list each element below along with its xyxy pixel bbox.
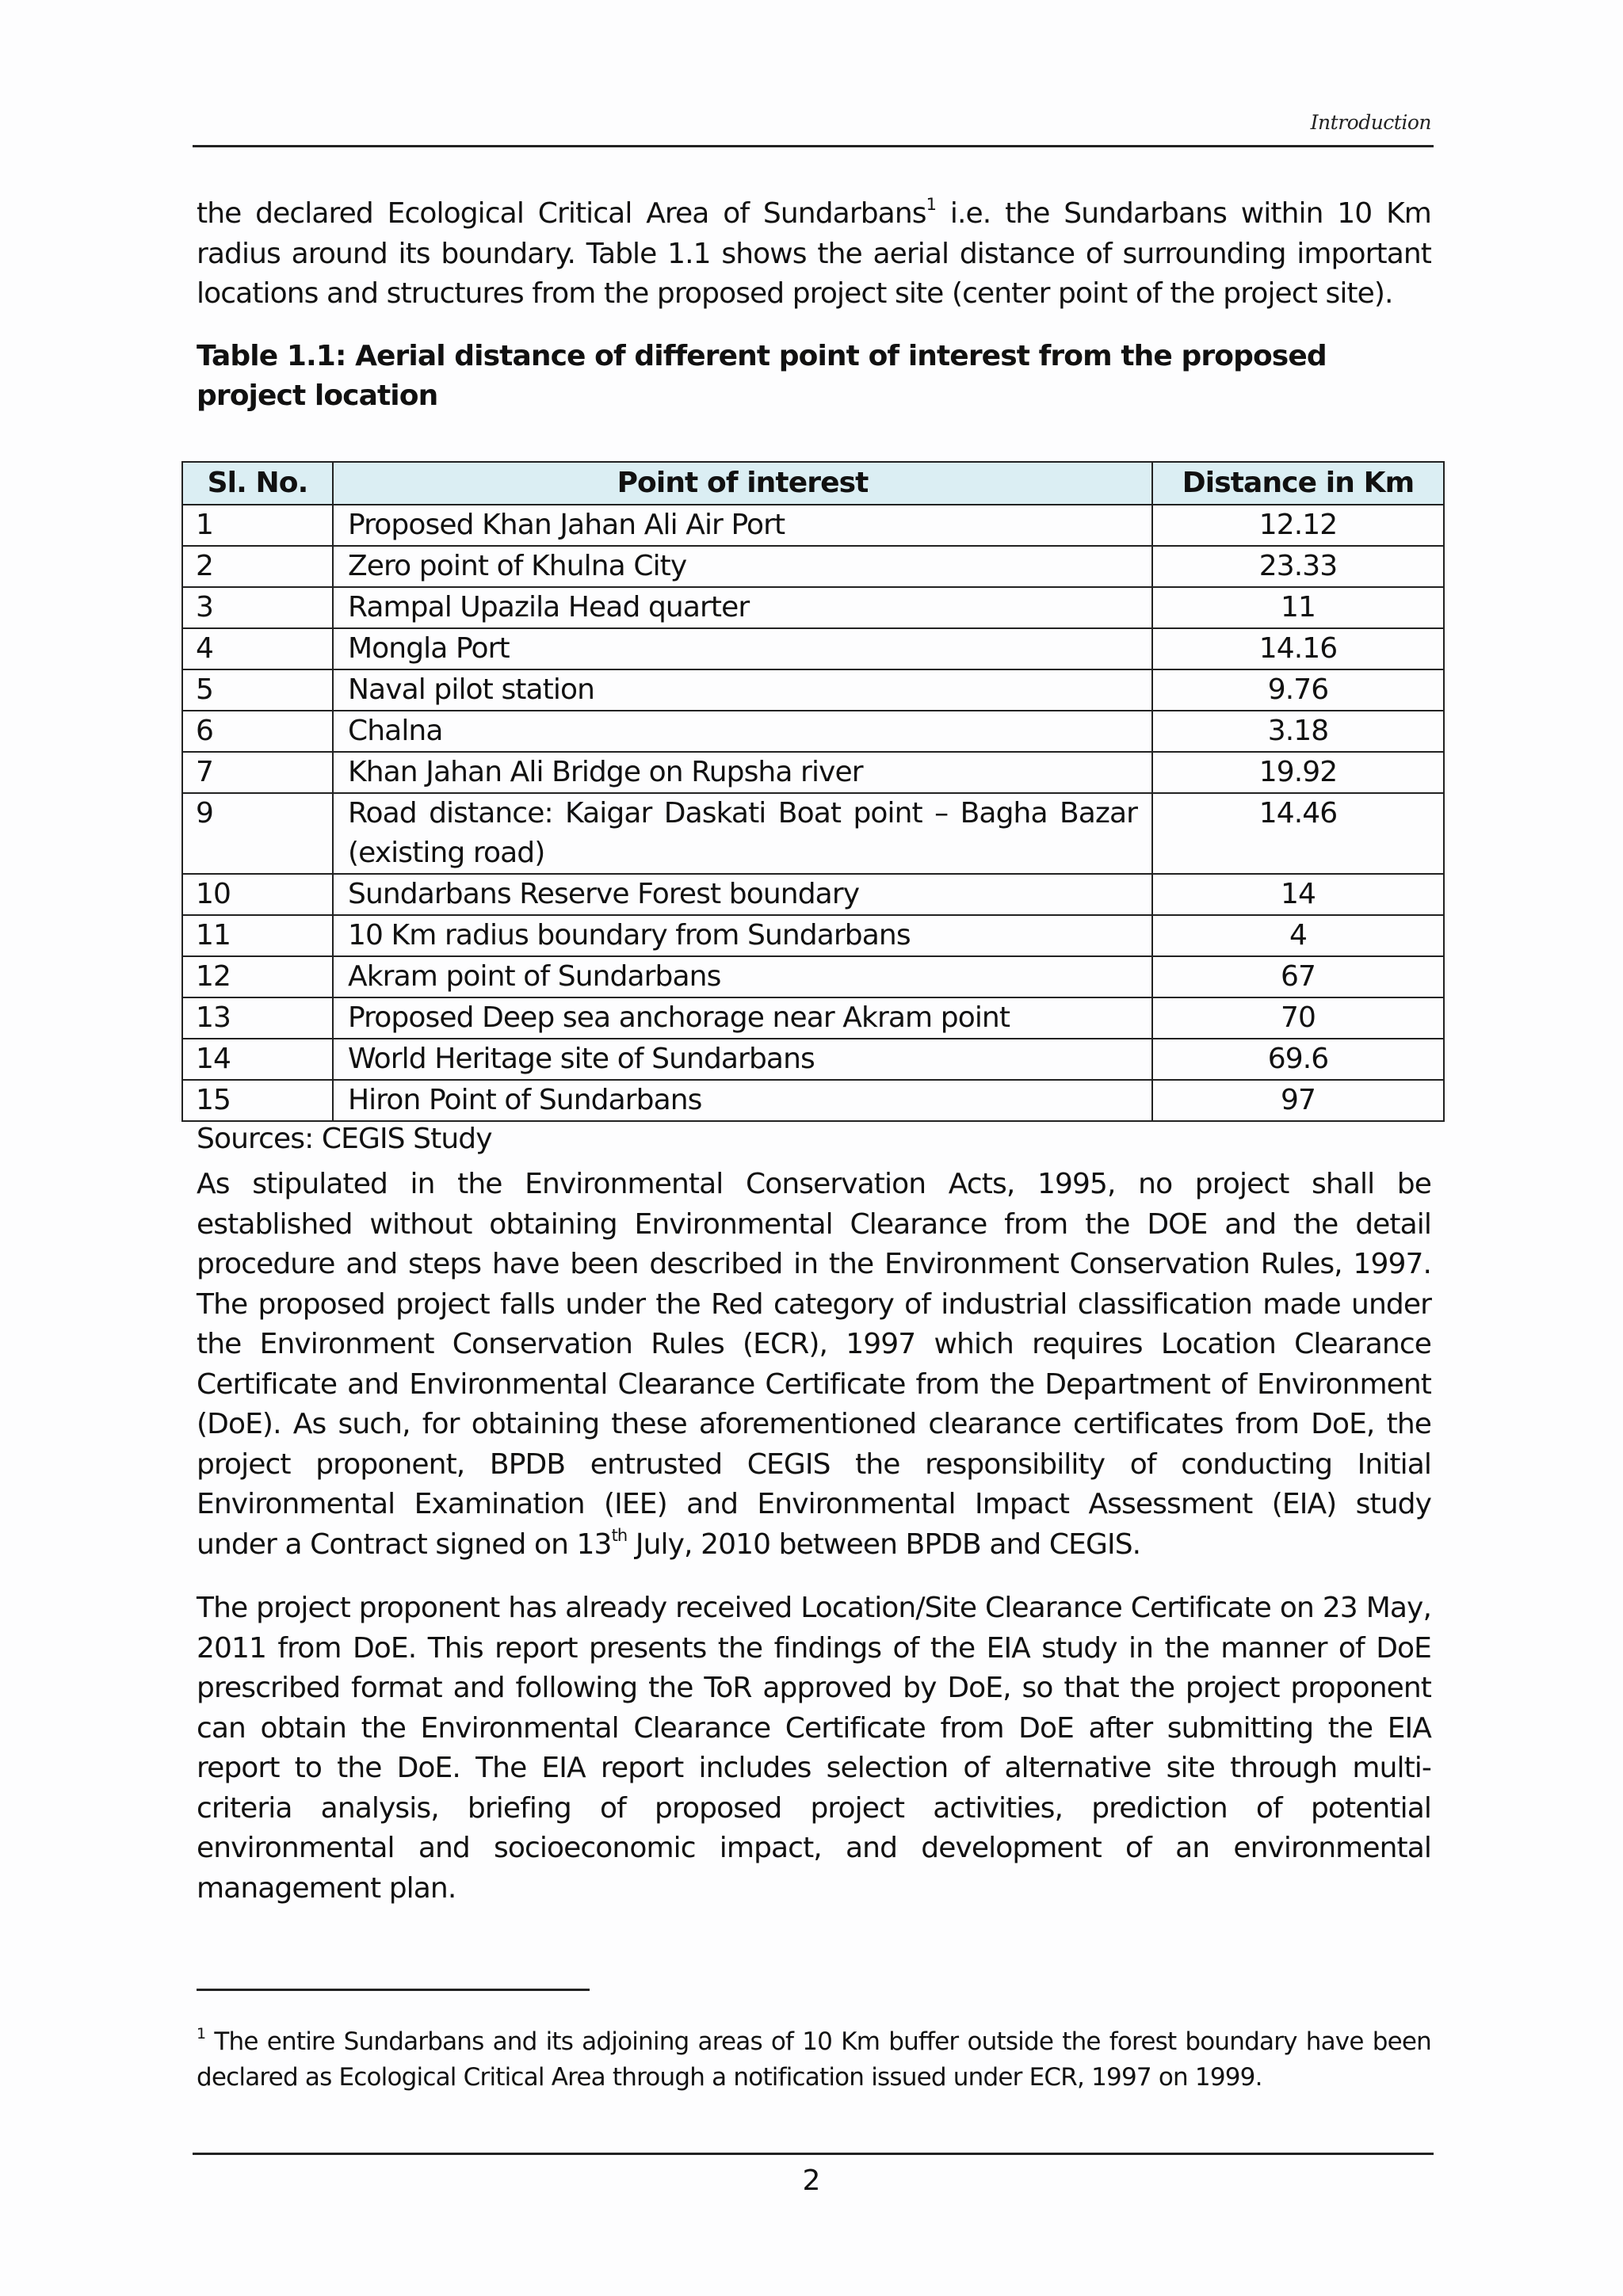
table-row xyxy=(182,1080,1444,1121)
table-sources: Sources: CEGIS Study xyxy=(197,1123,492,1155)
row-point-of-interest: Rampal Upazila Head quarter xyxy=(333,587,1152,628)
running-header-title: Introduction xyxy=(1310,111,1431,134)
row-distance: 69.6 xyxy=(1152,1039,1444,1080)
row-distance: 4 xyxy=(1152,915,1444,956)
footnote-separator xyxy=(197,1989,590,1991)
row-sl-no: 9 xyxy=(182,793,333,874)
row-point-of-interest: World Heritage site of Sundarbans xyxy=(333,1039,1152,1080)
row-point-of-interest: Akram point of Sundarbans xyxy=(333,956,1152,997)
footnote xyxy=(197,2024,1431,2096)
row-point-of-interest: 10 Km radius boundary from Sundarbans xyxy=(333,915,1152,956)
row-sl-no: 13 xyxy=(182,997,333,1039)
row-point-of-interest: Mongla Port xyxy=(333,628,1152,669)
paragraph-3-text: The project proponent has already received Location/Site Clearance Certificate on 23 May, 2011 from DoE. This report presents the findings of the EIA study in the manner of DoE prescribed format and following the ToR approved by DoE, so that the project proponent can obtain the Environmental Clearance Certificate from DoE after submitting the EIA report to the DoE. The EIA report includes selection of alternative site through multi-criteria analysis, briefing of proposed project activities, prediction of potential environmental and socioeconomic impact, and development of an environmental management plan. xyxy=(197,1592,1431,1905)
header-rule xyxy=(193,145,1434,147)
row-distance: 23.33 xyxy=(1152,546,1444,587)
table-row xyxy=(182,915,1444,956)
row-sl-no: 4 xyxy=(182,628,333,669)
table-row xyxy=(182,711,1444,752)
page-number: 2 xyxy=(802,2164,821,2197)
distance-table xyxy=(181,461,1445,1122)
paragraph-clearance xyxy=(197,1165,1431,1565)
paragraph-2-text-part-1: As stipulated in the Environmental Conservation Acts, 1995, no project shall be established without obtaining Environmental Clearance from the DOE and the detail procedure and steps have been described in the Environment Conservation Rules, 1997. The proposed project falls under the Red category of industrial classification made under the Environment Conservation Rules (ECR), 1997 which requires Location Clearance Certificate and Environmental Clearance Certificate from the Department of Environment (DoE). As such, for obtaining these aforementioned clearance certificates from DoE, the project proponent, BPDB entrusted CEGIS the responsibility of conducting Initial Environmental Examination (IEE) and Environmental Impact Assessment (EIA) study under a Contract signed on 13 xyxy=(197,1168,1431,1561)
row-point-of-interest: Proposed Deep sea anchorage near Akram point xyxy=(333,997,1152,1039)
table-row xyxy=(182,546,1444,587)
row-distance: 67 xyxy=(1152,956,1444,997)
row-point-of-interest: Road distance: Kaigar Daskati Boat point – Bagha Bazar (existing road) xyxy=(333,793,1152,874)
paragraph-eia-report xyxy=(197,1589,1431,1909)
footnote-reference[interactable]: 1 xyxy=(926,195,937,214)
header-point-of-interest: Point of interest xyxy=(333,462,1152,505)
row-sl-no: 6 xyxy=(182,711,333,752)
row-sl-no: 1 xyxy=(182,505,333,546)
row-distance: 9.76 xyxy=(1152,669,1444,711)
row-sl-no: 12 xyxy=(182,956,333,997)
row-distance: 12.12 xyxy=(1152,505,1444,546)
row-sl-no: 5 xyxy=(182,669,333,711)
row-point-of-interest: Proposed Khan Jahan Ali Air Port xyxy=(333,505,1152,546)
row-distance: 3.18 xyxy=(1152,711,1444,752)
table-row xyxy=(182,1039,1444,1080)
intro-paragraph xyxy=(197,194,1431,315)
footnote-text: The entire Sundarbans and its adjoining areas of 10 Km buffer outside the forest boundary have been declared as Ecological Critical Area through a notification issued under ECR, 1997 on 1999. xyxy=(197,2027,1431,2092)
table-row xyxy=(182,752,1444,793)
row-sl-no: 3 xyxy=(182,587,333,628)
row-point-of-interest: Chalna xyxy=(333,711,1152,752)
row-sl-no: 11 xyxy=(182,915,333,956)
row-point-of-interest: Zero point of Khulna City xyxy=(333,546,1152,587)
table-row xyxy=(182,628,1444,669)
table-row xyxy=(182,997,1444,1039)
table-header-row xyxy=(182,462,1444,505)
row-sl-no: 14 xyxy=(182,1039,333,1080)
intro-text-part-2: i.e. the Sundarbans within 10 Km radius around its boundary. Table 1.1 shows the aerial distance of surrounding important locations and structures from the proposed project site (center point of the project site). xyxy=(197,197,1431,310)
header-distance: Distance in Km xyxy=(1152,462,1444,505)
header-sl-no: Sl. No. xyxy=(182,462,333,505)
row-distance: 97 xyxy=(1152,1080,1444,1121)
row-distance: 19.92 xyxy=(1152,752,1444,793)
table-caption: Table 1.1: Aerial distance of different point of interest from the proposed project location xyxy=(197,339,1327,412)
intro-text-part-1: the declared Ecological Critical Area of Sundarbans xyxy=(197,197,926,230)
footnote-marker: 1 xyxy=(197,2025,206,2042)
row-sl-no: 2 xyxy=(182,546,333,587)
paragraph-2-text-part-2: July, 2010 between BPDB and CEGIS. xyxy=(627,1527,1141,1561)
row-point-of-interest: Naval pilot station xyxy=(333,669,1152,711)
row-point-of-interest: Sundarbans Reserve Forest boundary xyxy=(333,874,1152,915)
table-row xyxy=(182,669,1444,711)
row-sl-no: 7 xyxy=(182,752,333,793)
table-row xyxy=(182,874,1444,915)
intro-section xyxy=(197,194,1431,416)
ordinal-suffix: th xyxy=(611,1525,628,1545)
row-sl-no: 15 xyxy=(182,1080,333,1121)
table-row xyxy=(182,505,1444,546)
row-point-of-interest: Hiron Point of Sundarbans xyxy=(333,1080,1152,1121)
row-point-of-interest: Khan Jahan Ali Bridge on Rupsha river xyxy=(333,752,1152,793)
footer-rule xyxy=(193,2153,1434,2155)
row-distance: 70 xyxy=(1152,997,1444,1039)
table-row xyxy=(182,793,1444,874)
row-distance: 11 xyxy=(1152,587,1444,628)
row-distance: 14.16 xyxy=(1152,628,1444,669)
row-distance: 14 xyxy=(1152,874,1444,915)
row-distance: 14.46 xyxy=(1152,793,1444,874)
row-sl-no: 10 xyxy=(182,874,333,915)
table-row xyxy=(182,587,1444,628)
table-row xyxy=(182,956,1444,997)
